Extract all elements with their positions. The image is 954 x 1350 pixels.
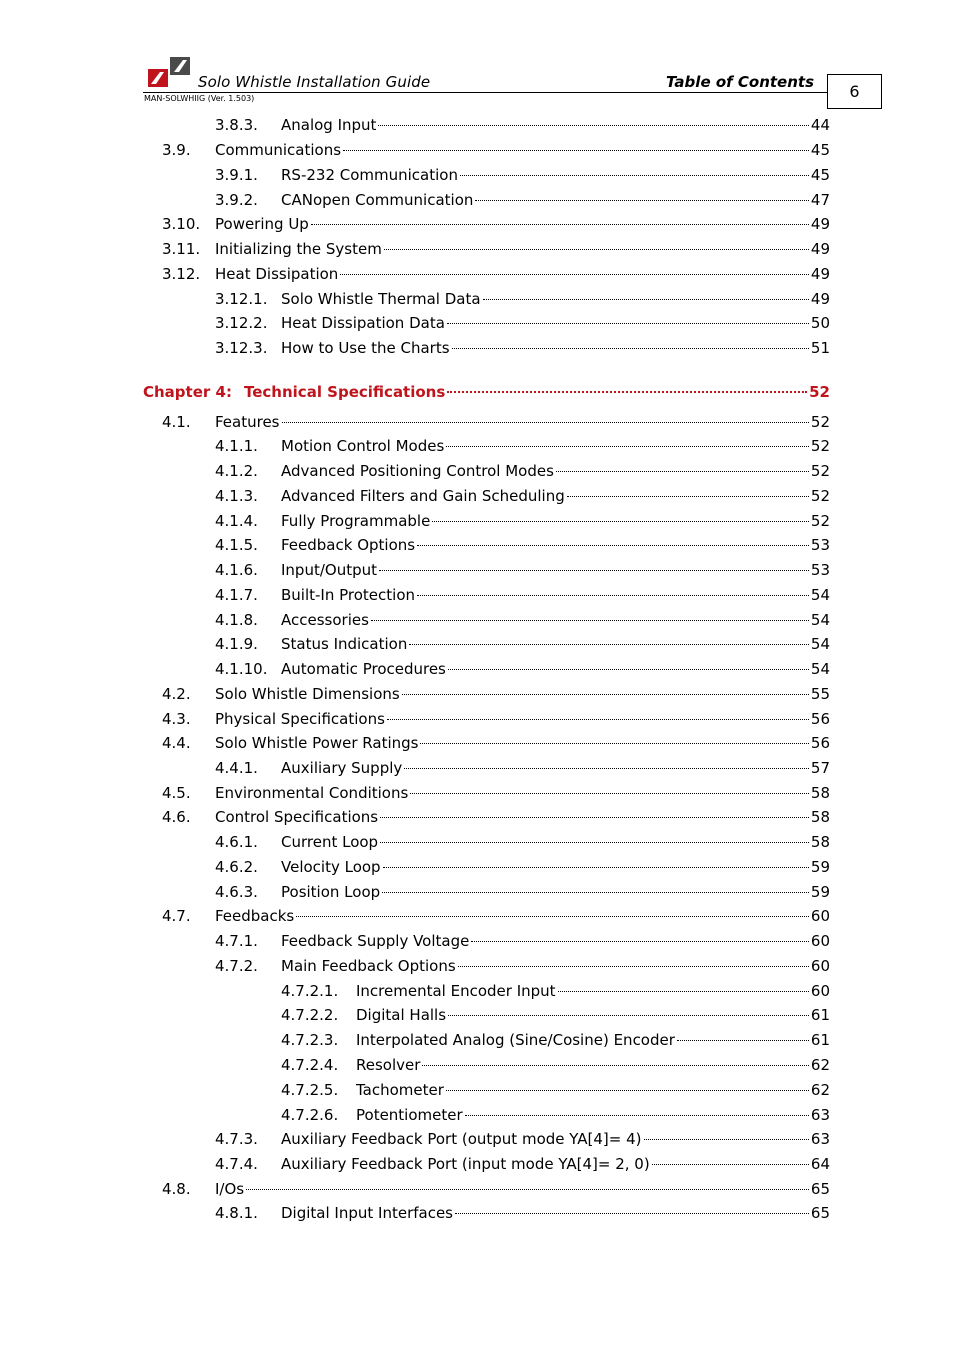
toc-entry[interactable]: 4.1.3. Advanced Filters and Gain Scheduling 52 <box>215 487 830 505</box>
toc-entry[interactable]: 4.6.2. Velocity Loop 59 <box>215 858 830 876</box>
toc-entry[interactable]: 4.1.2. Advanced Positioning Control Modes 52 <box>215 462 830 480</box>
toc-entry[interactable]: 3.12. Heat Dissipation 49 <box>162 265 830 283</box>
toc-entry[interactable]: 4.1.10. Automatic Procedures 54 <box>215 660 830 678</box>
toc-entry[interactable]: 4.7.2. Main Feedback Options 60 <box>215 957 830 975</box>
toc-entry[interactable]: 3.12.1. Solo Whistle Thermal Data 49 <box>215 290 830 308</box>
toc-entry[interactable]: 4.7.3. Auxiliary Feedback Port (output mode YA[4]= 4) 63 <box>215 1130 830 1148</box>
toc-entry[interactable]: 3.9.2. CANopen Communication 47 <box>215 191 830 209</box>
toc-entry[interactable]: 3.12.3. How to Use the Charts 51 <box>215 339 830 357</box>
section-title: Table of Contents <box>665 73 814 91</box>
toc-entry[interactable]: 3.11. Initializing the System 49 <box>162 240 830 258</box>
toc-entry[interactable]: 4.7.2.5. Tachometer 62 <box>281 1081 830 1099</box>
toc-entry[interactable]: 4.1.4. Fully Programmable 52 <box>215 512 830 530</box>
toc-entry[interactable]: 4.6.3. Position Loop 59 <box>215 883 830 901</box>
toc-entry[interactable]: 4.7.4. Auxiliary Feedback Port (input mode YA[4]= 2, 0) 64 <box>215 1155 830 1173</box>
toc-entry[interactable]: 3.12.2. Heat Dissipation Data 50 <box>215 314 830 332</box>
toc-entry[interactable]: 4.1.5. Feedback Options 53 <box>215 536 830 554</box>
toc-chapter-entry[interactable]: Chapter 4: Technical Specifications 52 <box>143 383 830 401</box>
toc-entry[interactable]: 4.5. Environmental Conditions 58 <box>162 784 830 802</box>
toc-entry[interactable]: 3.9.1. RS-232 Communication 45 <box>215 166 830 184</box>
toc-entry[interactable]: 3.8.3. Analog Input 44 <box>215 116 830 134</box>
document-title: Solo Whistle Installation Guide <box>198 73 431 91</box>
toc-entry[interactable]: 4.4. Solo Whistle Power Ratings 56 <box>162 734 830 752</box>
page-number: 6 <box>827 74 882 109</box>
toc-entry[interactable]: 4.1.7. Built-In Protection 54 <box>215 586 830 604</box>
toc-entry[interactable]: 4.3. Physical Specifications 56 <box>162 710 830 728</box>
toc-entry[interactable]: 4.1.6. Input/Output 53 <box>215 561 830 579</box>
toc-entry[interactable]: 4.6. Control Specifications 58 <box>162 808 830 826</box>
toc-entry[interactable]: 4.7. Feedbacks 60 <box>162 907 830 925</box>
toc-entry[interactable]: 3.10. Powering Up 49 <box>162 215 830 233</box>
toc-entry[interactable]: 4.7.2.3. Interpolated Analog (Sine/Cosine) Encoder 61 <box>281 1031 830 1049</box>
toc-entry[interactable]: 4.1. Features 52 <box>162 413 830 431</box>
toc-entry[interactable]: 4.6.1. Current Loop 58 <box>215 833 830 851</box>
toc-entry[interactable]: 4.7.2.4. Resolver 62 <box>281 1056 830 1074</box>
toc-entry[interactable]: 4.1.8. Accessories 54 <box>215 611 830 629</box>
toc-entry[interactable]: 4.2. Solo Whistle Dimensions 55 <box>162 685 830 703</box>
toc-entry[interactable]: 4.7.2.1. Incremental Encoder Input 60 <box>281 982 830 1000</box>
document-code: MAN-SOLWHIIG (Ver. 1.503) <box>144 94 255 103</box>
toc-entry[interactable]: 4.7.2.6. Potentiometer 63 <box>281 1106 830 1124</box>
toc-entry[interactable]: 4.8.1. Digital Input Interfaces 65 <box>215 1204 830 1222</box>
toc-entry[interactable]: 3.9. Communications 45 <box>162 141 830 159</box>
toc-entry[interactable]: 4.1.1. Motion Control Modes 52 <box>215 437 830 455</box>
toc-entry[interactable]: 4.8. I/Os 65 <box>162 1180 830 1198</box>
toc-entry[interactable]: 4.4.1. Auxiliary Supply 57 <box>215 759 830 777</box>
toc-entry[interactable]: 4.1.9. Status Indication 54 <box>215 635 830 653</box>
toc-entry[interactable]: 4.7.2.2. Digital Halls 61 <box>281 1006 830 1024</box>
toc-entry[interactable]: 4.7.1. Feedback Supply Voltage 60 <box>215 932 830 950</box>
